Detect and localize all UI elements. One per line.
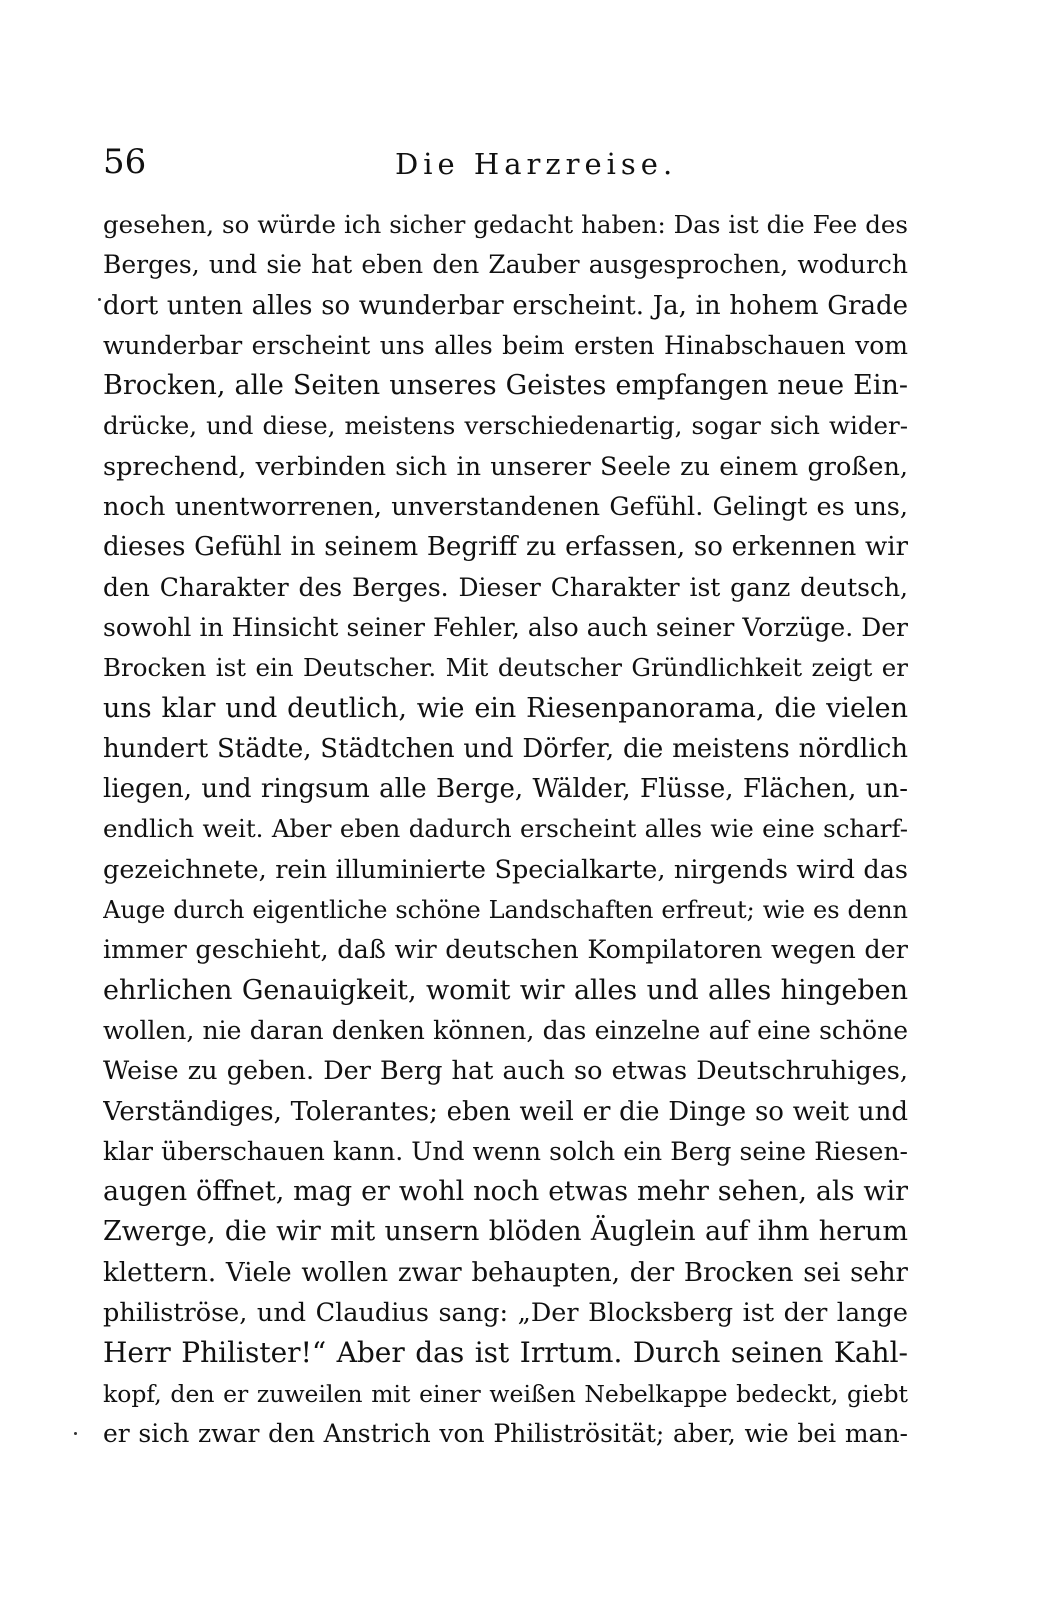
text-line: er sich zwar den Anstrich von Philiströsität; aber, wie bei man-	[103, 1418, 908, 1448]
text-line: ehrlichen Genauigkeit, womit wir alles und alles hingeben	[103, 974, 908, 1006]
text-line: Auge durch eigentliche schöne Landschaften erfreut; wie es denn	[103, 896, 908, 925]
text-line: dort unten alles so wunderbar erscheint. Ja, in hohem Grade	[103, 290, 908, 321]
text-line: endlich weit. Aber eben dadurch erscheint alles wie eine scharf-	[103, 814, 908, 844]
text-line: philiströse, und Claudius sang: „Der Blocksberg ist der lange	[103, 1298, 908, 1329]
text-line: hundert Städte, Städtchen und Dörfer, die meistens nördlich	[103, 733, 908, 764]
text-line: Brocken ist ein Deutscher. Mit deutscher Gründlichkeit zeigt er	[103, 653, 908, 683]
text-line: Verständiges, Tolerantes; eben weil er die Dinge so weit und	[103, 1096, 908, 1127]
text-line: gesehen, so würde ich sicher gedacht haben: Das ist die Fee des	[103, 210, 908, 239]
text-line: wollen, nie daran denken können, das einzelne auf eine schöne	[103, 1015, 908, 1045]
scan-speck	[74, 1432, 77, 1435]
text-line: kopf, den er zuweilen mit einer weißen Nebelkappe bedeckt, giebt	[103, 1379, 908, 1408]
text-line: sowohl in Hinsicht seiner Fehler, also auch seiner Vorzüge. Der	[103, 612, 908, 642]
text-line: uns klar und deutlich, wie ein Riesenpanorama, die vielen	[103, 692, 908, 724]
text-line: immer geschieht, daß wir deutschen Kompilatoren wegen der	[103, 935, 908, 966]
text-line: liegen, und ringsum alle Berge, Wälder, Flüsse, Flächen, un-	[103, 774, 908, 805]
text-line: augen öffnet, mag er wohl noch etwas mehr sehen, als wir	[103, 1176, 908, 1208]
text-line: Herr Philister!“ Aber das ist Irrtum. Durch seinen Kahl-	[103, 1336, 908, 1370]
text-line: klar überschauen kann. Und wenn solch ein Berg seine Riesen-	[103, 1136, 908, 1166]
text-line: Brocken, alle Seiten unseres Geistes empfangen neue Ein-	[103, 370, 908, 402]
text-line: dieses Gefühl in seinem Begriff zu erfassen, so erkennen wir	[103, 532, 908, 563]
text-line: drücke, und diese, meistens verschiedenartig, sogar sich wider-	[103, 411, 908, 441]
running-title: Die Harzreise.	[395, 147, 678, 181]
page-number: 56	[103, 142, 147, 182]
text-line: gezeichnete, rein illuminierte Specialkarte, nirgends wird das	[103, 854, 908, 885]
text-line: klettern. Viele wollen zwar behaupten, der Brocken sei sehr	[103, 1257, 908, 1288]
scan-speck	[98, 298, 101, 301]
text-line: Zwerge, die wir mit unsern blöden Äuglein auf ihm herum	[103, 1216, 908, 1248]
text-line: sprechend, verbinden sich in unserer Seele zu einem großen,	[103, 451, 908, 482]
text-line: Weise zu geben. Der Berg hat auch so etwas Deutschruhiges,	[103, 1056, 908, 1087]
body-text	[103, 205, 908, 1454]
text-line: Berges, und sie hat eben den Zauber ausgesprochen, wodurch	[103, 250, 908, 280]
text-line: noch unentworrenen, unverstandenen Gefühl. Gelingt es uns,	[103, 492, 908, 523]
text-line: wunderbar erscheint uns alles beim ersten Hinabschauen vom	[103, 330, 908, 360]
text-line: den Charakter des Berges. Dieser Charakter ist ganz deutsch,	[103, 572, 908, 602]
